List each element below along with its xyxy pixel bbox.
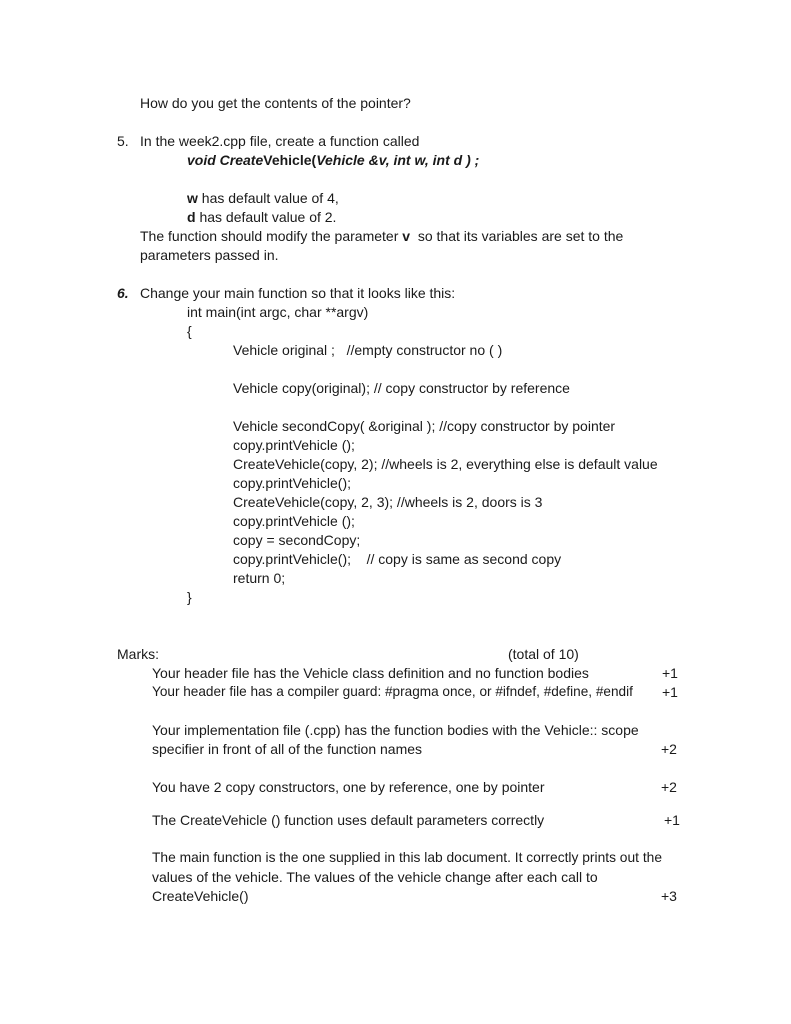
modify-var: v <box>402 228 411 244</box>
q5-intro: In the week2.cpp file, create a function called <box>140 133 420 149</box>
q5-signature <box>187 151 479 169</box>
q6-intro: Change your main function so that it looks like this: <box>140 285 456 301</box>
q5-modify-line2: parameters passed in. <box>140 247 279 263</box>
mark-item-text: Your header file has a compiler guard: #pragma once, or #ifndef, #define, #endif <box>152 684 633 699</box>
marks-label: Marks: <box>117 646 159 662</box>
mark-item-text: The CreateVehicle () function uses default parameters correctly <box>152 812 545 828</box>
d-var: d <box>187 209 196 225</box>
code-line: CreateVehicle(copy, 2, 3); //wheels is 2, doors is 3 <box>233 494 543 510</box>
mark-item-text: The main function is the one supplied in this lab document. It correctly prints out the <box>152 850 662 865</box>
w-var: w <box>187 190 198 206</box>
q5-w-default <box>187 189 339 207</box>
code-line: copy.printVehicle(); <box>233 475 352 491</box>
q5-d-default <box>187 208 336 226</box>
mark-item-points: +2 <box>661 779 677 795</box>
mark-item-text: specifier in front of all of the function names <box>152 741 423 757</box>
code-line: Vehicle original ; //empty constructor no ( ) <box>233 342 503 358</box>
w-text: has default value of 4, <box>197 190 339 206</box>
code-line: copy.printVehicle (); <box>233 513 355 529</box>
q5-number: 5. <box>117 133 129 149</box>
code-line: Vehicle secondCopy( &original ); //copy constructor by pointer <box>233 418 616 434</box>
code-line: } <box>187 589 192 605</box>
mark-item-points: +3 <box>661 888 677 904</box>
mark-item-points: +1 <box>662 665 678 681</box>
mark-item-text: You have 2 copy constructors, one by reference, one by pointer <box>152 779 545 795</box>
q4-question: How do you get the contents of the pointer? <box>140 95 411 111</box>
code-line: CreateVehicle(copy, 2); //wheels is 2, everything else is default value <box>233 456 658 472</box>
mark-item-text: Your header file has the Vehicle class definition and no function bodies <box>152 665 589 681</box>
marks-total: (total of 10) <box>508 646 579 662</box>
d-text: has default value of 2. <box>195 209 337 225</box>
mark-item-text: values of the vehicle. The values of the vehicle change after each call to <box>152 869 598 885</box>
sig-vehicle: Vehicle( <box>263 152 317 168</box>
q6-number: 6. <box>117 285 129 301</box>
mark-item-points: +2 <box>661 741 677 757</box>
sig-params: Vehicle &v, int w, int d ) ; <box>316 152 480 168</box>
code-line: return 0; <box>233 570 286 586</box>
mark-item-text: Your implementation file (.cpp) has the function bodies with the Vehicle:: scope <box>152 722 639 738</box>
code-line: copy = secondCopy; <box>233 532 361 548</box>
code-line: int main(int argc, char **argv) <box>187 304 369 320</box>
q5-modify-line1 <box>140 227 623 245</box>
sig-create: Create <box>219 152 264 168</box>
mark-item-text: CreateVehicle() <box>152 888 249 904</box>
modify-before: The function should modify the parameter <box>140 228 403 244</box>
mark-item-points: +1 <box>664 812 680 828</box>
modify-after: so that its variables are set to the <box>410 228 624 244</box>
code-line: copy.printVehicle(); // copy is same as second copy <box>233 551 562 567</box>
sig-void: void <box>187 152 220 168</box>
mark-item-points: +1 <box>662 684 678 700</box>
code-line: Vehicle copy(original); // copy constructor by reference <box>233 380 570 396</box>
code-line: copy.printVehicle (); <box>233 437 355 453</box>
code-line: { <box>187 323 192 339</box>
